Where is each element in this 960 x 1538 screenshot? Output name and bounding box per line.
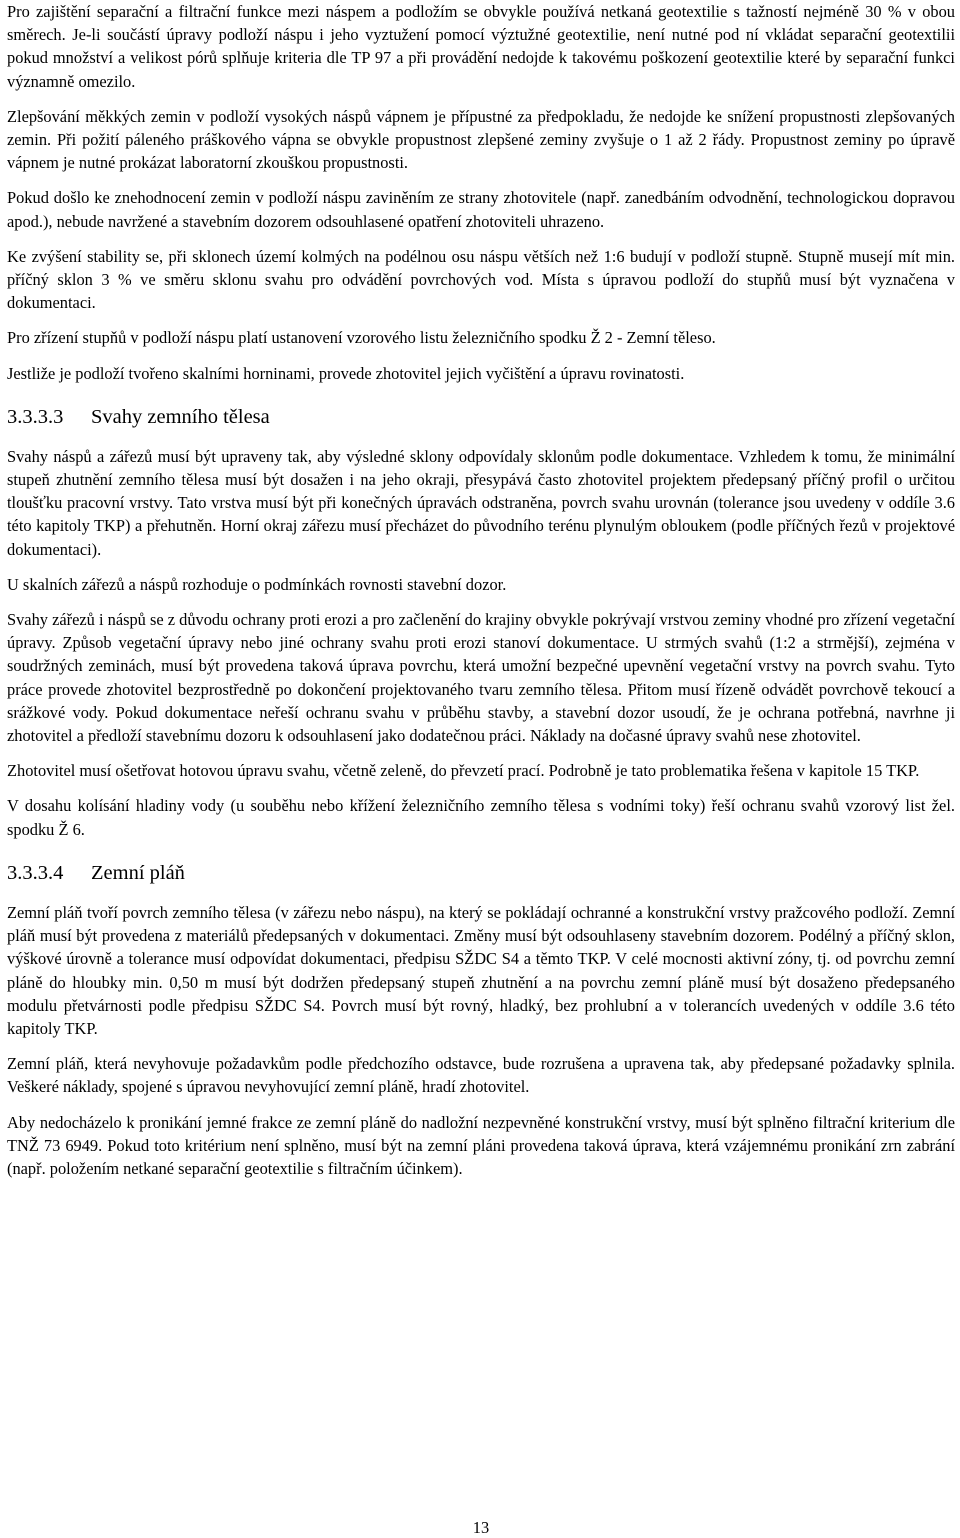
section-title: Svahy zemního tělesa bbox=[91, 405, 270, 428]
paragraph-subgrade-rework: Zemní pláň, která nevyhovuje požadavkům podle předchozího odstavce, bude rozrušena a upravena tak, aby předepsané požadavky splnila. Veškeré náklady, spojené s úpravou nevyhovující zemní pláně, hradí zhotovitel. bbox=[7, 1054, 955, 1097]
paragraph-slope-erosion-protection: Svahy zářezů i náspů se z důvodu ochrany proti erozi a pro začlenění do krajiny obvykle pokrývají vrstvou zeminy vhodné pro zřízení vegetační úpravy. Způsob vegetační úpravy nebo jiné ochrany svahu proti erozi stanoví dokumentace. U strmých svahů (1:2 a strmější), zejména v soudržných zeminách, musí být provedena taková úprava povrchu, která umožní bezpečné upevnění vegetační vrstvy na povrch svahu. Tyto práce provede zhotovitel bezprostředně po dokončení projektovaného tvaru zemního tělesa. Přitom musí řízeně odvádět povrchově tekoucí a srážkové vody. Pokud dokumentace neřeší ochranu svahu v průběhu stavby, a stavební dozor usoudí, že je ochrana potřebná, navrhne ji zhotovitel a předloží stavebnímu dozoru k odsouhlasení jako dodatečnou práci. Náklady na dočasné úpravy svahů nese zhotovitel. bbox=[7, 610, 955, 746]
paragraph-rock-subsoil: Jestliže je podloží tvořeno skalními horninami, provede zhotovitel jejich vyčištění a úpravu rovinatosti. bbox=[7, 363, 685, 383]
paragraph-filter-criterion: Aby nedocházelo k pronikání jemné frakce ze zemní pláně do nadložní nezpevněné konstrukční vrstvy, musí být splněno filtrační kriterium dle TNŽ 73 6949. Pokud toto kritérium není splněno, musí být na zemní pláni provedena taková úprava, která vzájemnému pronikání zrn zabrání (např. položením netkané separační geotextilie s filtračním účinkem). bbox=[7, 1112, 955, 1178]
page-footer bbox=[7, 1518, 955, 1538]
paragraph-steps-standard: Pro zřízení stupňů v podloží náspu platí ustanovení vzorového listu železničního spodku Ž 2 - Zemní těleso. bbox=[7, 328, 716, 348]
paragraph-separation-geotextile: Pro zajištění separační a filtrační funkce mezi náspem a podložím se obvykle používá netkaná geotextilie s tažností nejméně 30 % v obou směrech. Je-li součástí úpravy podloží náspu i jeho vyztužení pomocí výztužné geotextilie, není nutné pod ní vkládat separační geotextilii pokud množství a velikost pórů splňuje kriteria dle TP 97 a při provádění nedojde k takovému poškození geotextilie které by separační funkci významně omezilo. bbox=[7, 2, 955, 91]
paragraph-stability-steps: Ke zvýšení stability se, při sklonech území kolmých na podélnou osu náspu větších než 1:6 budují v podloží stupně. Stupně musejí mít min. příčný sklon 3 % ve směru sklonu svahu pro odvádění povrchových vod. Místa s úpravou podloží do stupňů musí být vyznačena v dokumentaci. bbox=[7, 246, 955, 313]
section-title: Zemní pláň bbox=[91, 861, 185, 884]
document-page bbox=[7, 0, 955, 1537]
paragraph-water-fluctuation: V dosahu kolísání hladiny vody (u souběhu nebo křížení železničního zemního tělesa s vodními toky) řeší ochranu svahů vzorový list žel. spodku Ž 6. bbox=[7, 796, 955, 839]
section-number: 3.3.3.3 bbox=[7, 405, 64, 428]
paragraph-rock-cuts: U skalních zářezů a náspů rozhoduje o podmínkách rovnosti stavební dozor. bbox=[7, 574, 507, 594]
paragraph-lime-improvement: Zlepšování měkkých zemin v podloží vysokých náspů vápnem je přípustné za předpokladu, že nedojde ke snížení propustnosti zlepšovaných zemin. Při požití páleného práškového vápna se obvykle propustnost zlepšené zeminy zvyšuje o 1 až 2 řády. Propustnost zeminy po úpravě vápnem je nutné prokázat laboratorní zkouškou propustnosti. bbox=[7, 106, 955, 173]
paragraph-subgrade-definition: Zemní pláň tvoří povrch zemního tělesa (v zářezu nebo náspu), na který se pokládají ochranné a konstrukční vrstvy pražcového podloží. Zemní pláň musí být provedena z materiálů předepsaných v dokumentaci. Změny musí být odsouhlaseny stavebním dozorem. Podélný a příčný sklon, výškové úrovně a tolerance musí odpovídat dokumentaci, předpisu SŽDC S4 a těmto TKP. V celé mocnosti aktivní zóny, tj. od povrchu zemní pláně do hloubky min. 0,50 m musí být dodržen předepsaný stupeň zhutnění a na povrchu zemní pláně musí být dosaženo předepsaného modulu přetvárnosti podle předpisu SŽDC S4. Povrch musí být rovný, hladký, bez prohlubní a v tolerancích uvedených v oddíle 3.6 této kapitoly TKP. bbox=[7, 902, 955, 1038]
section-heading-3333 bbox=[7, 405, 955, 429]
document-body bbox=[7, 0, 955, 1180]
page-number: 13 bbox=[472, 1518, 490, 1537]
paragraph-slope-maintenance: Zhotovitel musí ošetřovat hotovou úpravu svahu, včetně zeleně, do převzetí prací. Podrobně je tato problematika řešena v kapitole 15 TKP. bbox=[7, 761, 920, 781]
paragraph-subsoil-degradation: Pokud došlo ke znehodnocení zemin v podloží náspu zaviněním ze strany zhotovitele (např. zanedbáním odvodnění, technologickou dopravou apod.), nebude navržené a stavebním dozorem odsouhlasené opatření zhotoviteli uhrazeno. bbox=[7, 188, 955, 231]
paragraph-slopes-shape: Svahy náspů a zářezů musí být upraveny tak, aby výsledné sklony odpovídaly sklonům podle dokumentace. Vzhledem k tomu, že minimální stupeň zhutnění zemního tělesa musí být dosažen i na jeho okraji, přesypává často zhotovitel projektem předepsaný příčný profil o určitou tloušťku pracovní vrstvy. Tato vrstva musí být při konečných úpravách odstraněna, povrch svahu urovnán (tolerance jsou uvedeny v oddíle 3.6 této kapitoly TKP) a přehutněn. Horní okraj zářezu musí přecházet do původního terénu plynulým obloukem (podle příčných řezů v projektové dokumentaci). bbox=[7, 446, 955, 559]
section-heading-3334 bbox=[7, 861, 955, 885]
section-number: 3.3.3.4 bbox=[7, 861, 64, 884]
